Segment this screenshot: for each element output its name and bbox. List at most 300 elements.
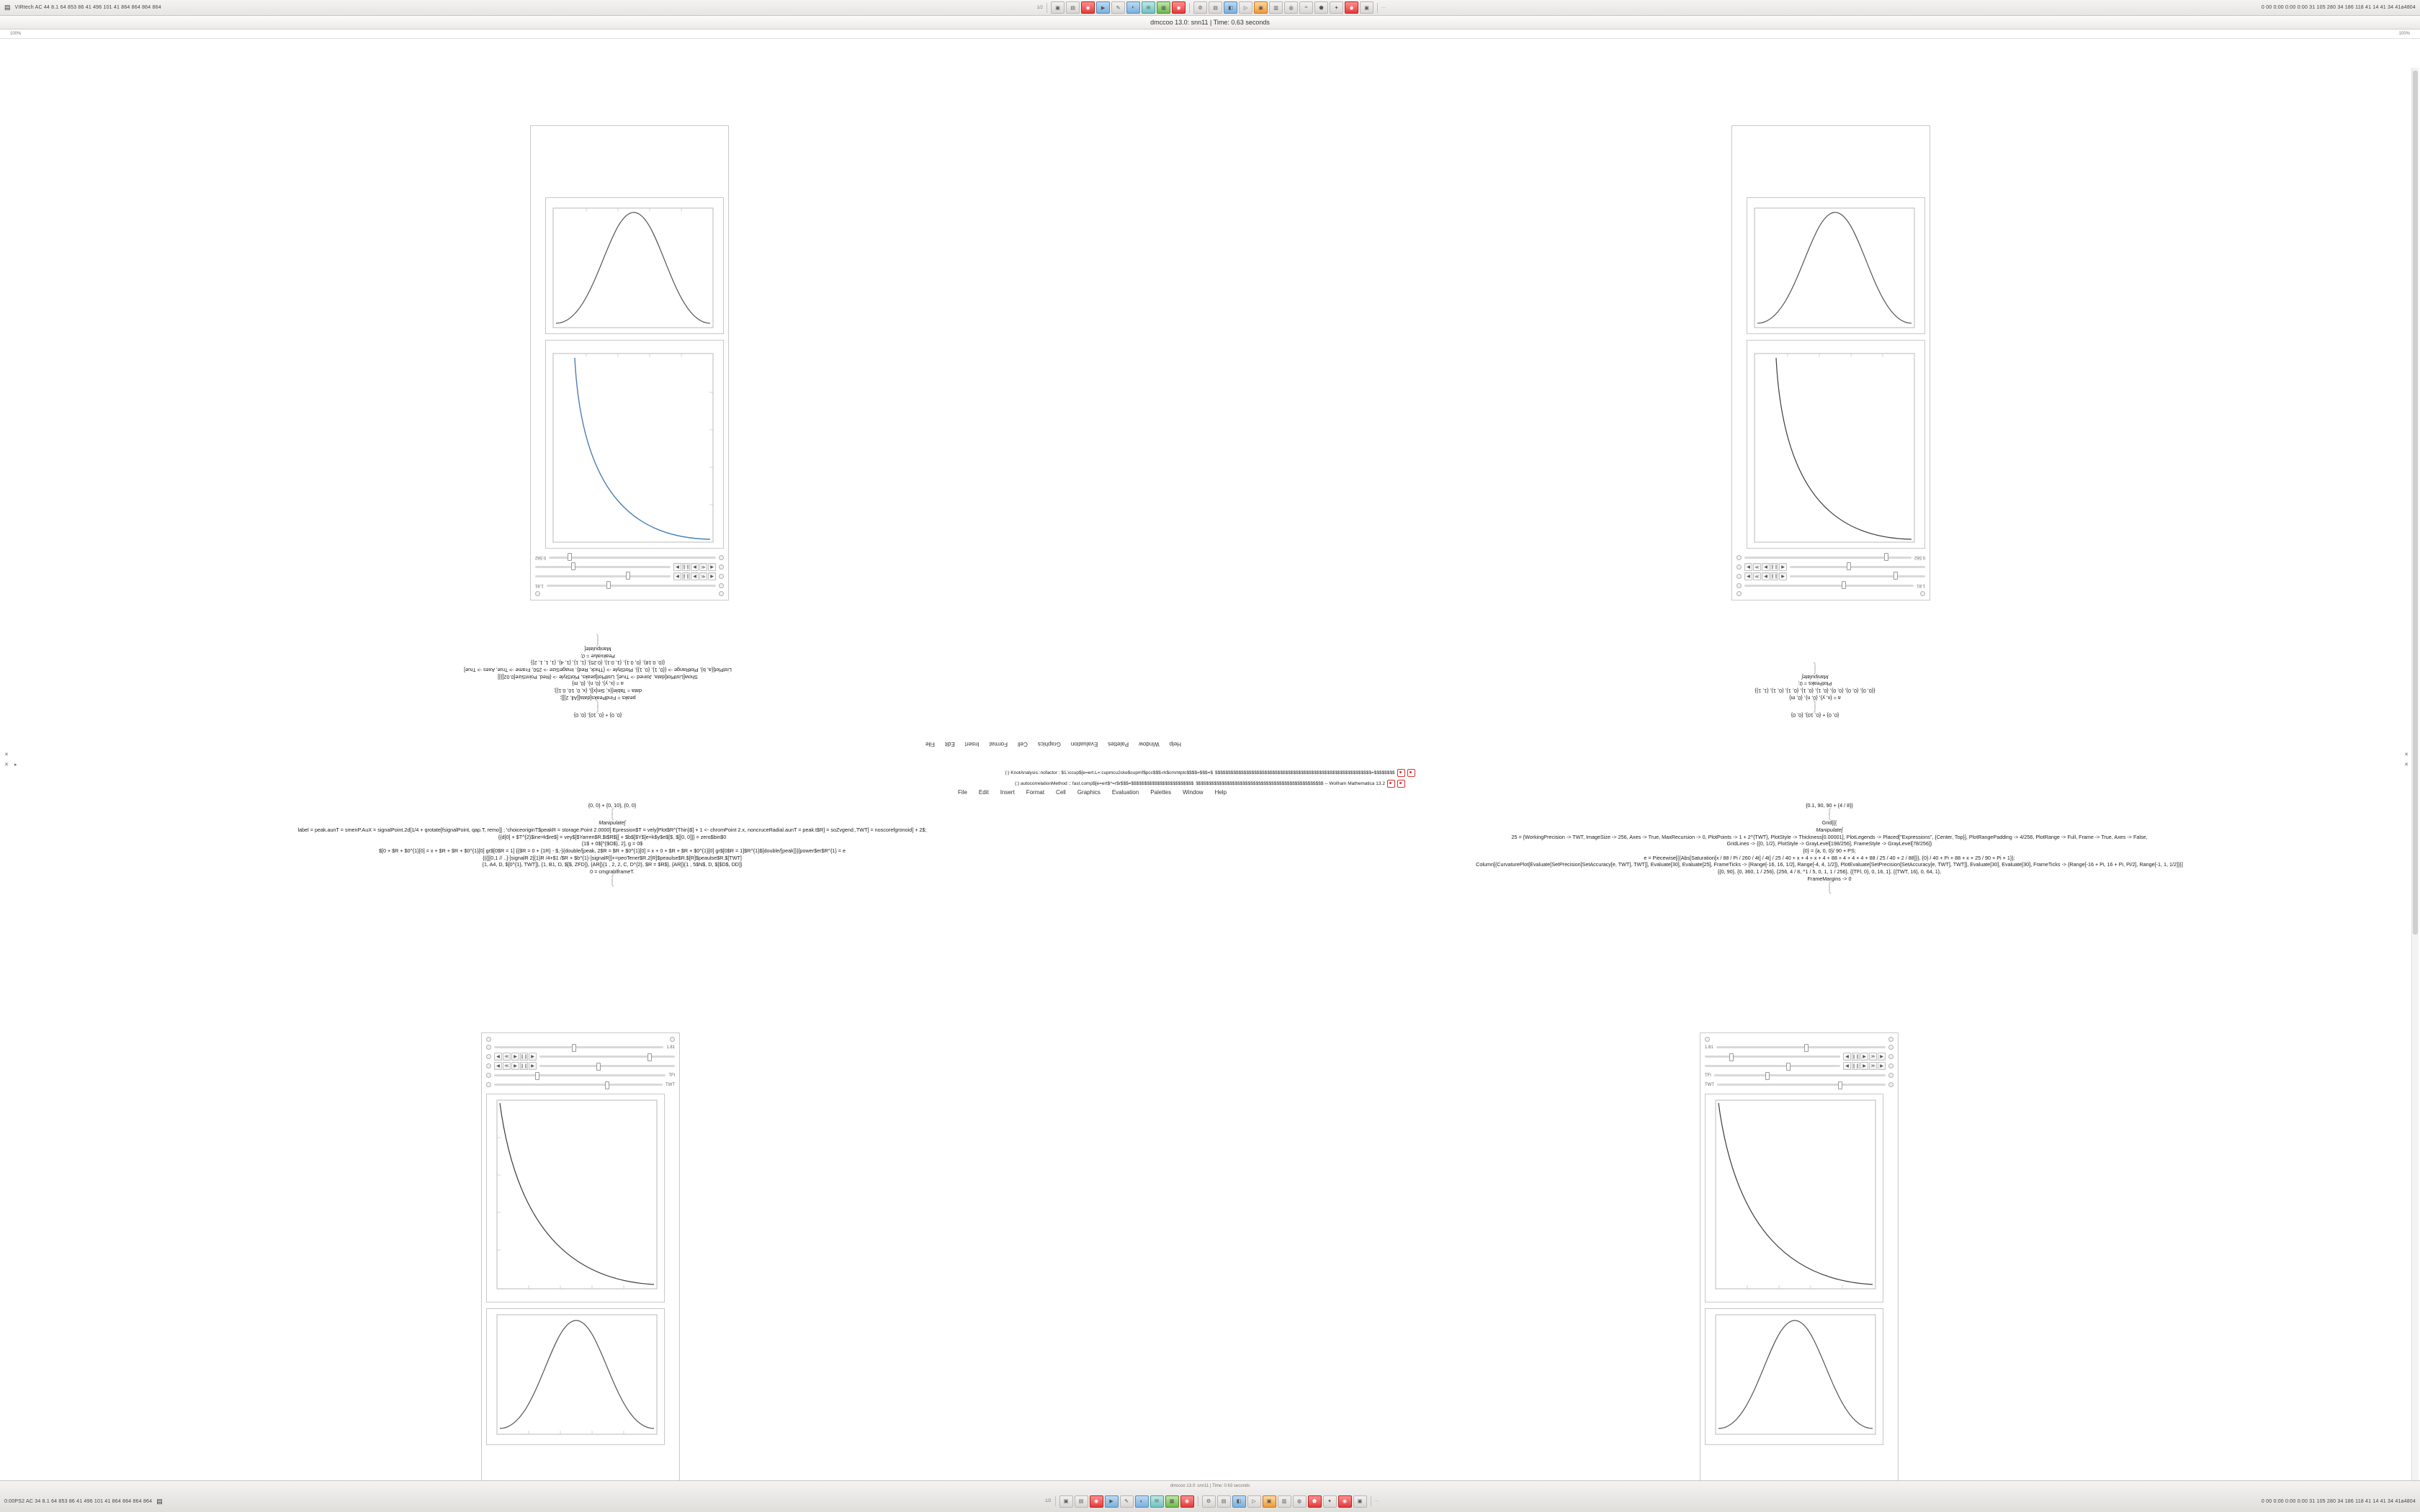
taskbtn-b-files[interactable]: ▤ bbox=[1075, 1495, 1088, 1508]
manipulate-panel-top-left[interactable] bbox=[530, 125, 729, 600]
animate-controls-br-2[interactable] bbox=[1843, 1062, 1886, 1070]
taskbtn-stop2[interactable]: ◉ bbox=[1345, 1, 1358, 14]
plot-decay-tl[interactable] bbox=[545, 340, 724, 549]
taskbtn-notes[interactable]: ▤ bbox=[1209, 1, 1222, 14]
slider-bullet-bl-3[interactable] bbox=[486, 1073, 491, 1078]
manipulate-menu-icon-br[interactable] bbox=[1705, 1037, 1710, 1042]
slider-knob-bl-1[interactable] bbox=[572, 1044, 576, 1052]
error-badge-icon-2[interactable] bbox=[1407, 769, 1415, 777]
prev-icon-1[interactable]: ◀ bbox=[708, 572, 716, 580]
message-text-1-right: $$$$$$$$$$$$$$$$$$$$$$$$$$$$$$$$$$$$$$$$$$$$$$$$$$$$$$$$$$$$=$$$$$$$$ bbox=[1215, 770, 1395, 775]
system-stats-bottom-right: 0 00 0:00 0:00 0:00 31 105 280 34 186 118 41 14 41 34 41a4804 bbox=[2261, 1498, 2416, 1504]
taskbtn-browser[interactable]: ◐ bbox=[1126, 1, 1140, 14]
slider-row-bl-3[interactable] bbox=[486, 1071, 675, 1080]
code-line-bl-1[interactable]: {0, 0} + {0, 10}, {0, 0} bbox=[588, 802, 637, 809]
menu-item-window[interactable]: Window bbox=[1139, 741, 1160, 747]
taskbtn-b-shield[interactable]: ⬟ bbox=[1308, 1495, 1322, 1508]
control-row-br-1[interactable] bbox=[1705, 1052, 1894, 1061]
pause-icon-br-2[interactable]: ❙❙ bbox=[1852, 1062, 1860, 1070]
slider-track-3[interactable] bbox=[549, 557, 716, 559]
manipulate-header-br bbox=[1705, 1036, 1894, 1043]
slider-row-br-4[interactable] bbox=[1705, 1080, 1894, 1089]
slider-row-br-3[interactable] bbox=[1705, 1071, 1894, 1080]
code-line-br-6[interactable]: {0} = {a, 0, 0}/ 90 + PS; bbox=[1803, 847, 1856, 854]
menu-item-edit[interactable]: Edit bbox=[944, 741, 955, 747]
slider-bullet-br-4[interactable] bbox=[1888, 1082, 1894, 1087]
cell-bracket-br-2[interactable]: ⎧ ⎩ bbox=[1827, 881, 1832, 894]
panel-separator-2 bbox=[1189, 3, 1190, 13]
menu2-item-help[interactable]: Help bbox=[1214, 789, 1227, 796]
slider-track-bl-1b[interactable] bbox=[539, 1056, 675, 1058]
menu-item-graphics[interactable]: Graphics bbox=[1037, 741, 1061, 747]
panel-overflow-bottom[interactable]: ··· bbox=[1374, 1499, 1379, 1504]
cell-expand-icon-left[interactable]: ▸ bbox=[14, 762, 17, 768]
slider-track-1b[interactable] bbox=[535, 575, 671, 577]
slider-knob-3[interactable] bbox=[568, 553, 573, 561]
next-icon-bl-2[interactable]: ▶ bbox=[529, 1062, 537, 1070]
slider-value-tr-3: 0.562 bbox=[1914, 555, 1925, 560]
taskbtn-b-browser[interactable]: ◐ bbox=[1135, 1495, 1149, 1508]
pause-icon-tr-1[interactable]: ❙❙ bbox=[1770, 572, 1778, 580]
animate-controls-tr-2[interactable] bbox=[1744, 563, 1787, 571]
menu2-item-cell[interactable]: Cell bbox=[1056, 789, 1066, 796]
rewind-icon-bl-1[interactable]: ≪ bbox=[503, 1053, 511, 1061]
prev-icon-tr-2[interactable]: ◀ bbox=[1779, 563, 1787, 571]
manipulate-close-icon-tr[interactable] bbox=[1736, 591, 1742, 596]
code-line-tl-6[interactable]: ListPlot[{a, b}, PlotRange -> {{0, 1}, {0, 1}}, PlotStyle -> {Thick, Red}, ImageSize -> 250, Frame -> True, Axes -> True] bbox=[464, 667, 732, 674]
slider-track-br-4[interactable] bbox=[1717, 1084, 1886, 1086]
cell-insert-icon-right[interactable]: ✕ bbox=[2404, 752, 2408, 757]
rewind-icon-tr-2[interactable]: ≫ bbox=[1753, 563, 1761, 571]
taskbtn-viewer[interactable]: ◧ bbox=[1224, 1, 1237, 14]
prev-icon-tr-1[interactable]: ◀ bbox=[1779, 572, 1787, 580]
menu-item-palettes[interactable]: Palettes bbox=[1108, 741, 1129, 747]
pause-icon-1[interactable]: ❙❙ bbox=[682, 572, 690, 580]
slider-track-br-3[interactable] bbox=[1714, 1074, 1886, 1076]
pause-icon-2[interactable]: ❙❙ bbox=[682, 563, 690, 571]
code-line-br-2[interactable]: Grid[{{ bbox=[1821, 819, 1837, 827]
taskbtn-disk[interactable]: ◍ bbox=[1284, 1, 1298, 14]
play-icon-tr-2[interactable]: ▶ bbox=[1762, 563, 1770, 571]
control-row-1[interactable] bbox=[535, 572, 724, 581]
slider-row-br-1[interactable] bbox=[1705, 1043, 1894, 1052]
control-bullet-tr-2[interactable] bbox=[1736, 564, 1742, 570]
play-icon-tr-1[interactable]: ▶ bbox=[1762, 572, 1770, 580]
code-line-br-1[interactable]: {0.1, 90, 90 + {4 / 8}} bbox=[1806, 802, 1853, 809]
taskbtn-b-monitor[interactable]: ▥ bbox=[1278, 1495, 1291, 1508]
taskbtn-stop[interactable]: ◉ bbox=[1081, 1, 1095, 14]
slider-knob-br-1[interactable] bbox=[1804, 1044, 1809, 1052]
code-line-bl-6[interactable]: $[0 + $R + $0^{1}[0] = x + $R + $R + $0^{1}[0] gr$[0$R = 1] {{$R = 0 + {1R} - $,-}{double/[peak, 2$R = $R + $0^{1}[0] = x + 0 + $R + $R + $0^{1}[0] gr$[0$R = 1]$R^{1}$[double/[peak]}}[power$er$R^{1} = e bbox=[378, 847, 846, 854]
manipulate-header bbox=[535, 590, 724, 597]
error-badge-icon-4[interactable] bbox=[1397, 780, 1405, 788]
control-row-2[interactable] bbox=[535, 562, 724, 572]
play-icon-br-1[interactable]: ▶ bbox=[1860, 1053, 1868, 1061]
error-badge-icon-3[interactable] bbox=[1387, 780, 1395, 788]
code-line-bl-3[interactable]: label = peak.aunT = smenP.AuX = signalPoint.2d[1/4 + qrotate[fsignalPoint, qap.T, remo]] ; 'choiceoriginT$peakR = storage.Point 2.0000] Epression$T = vely[Plot$R^{Thin}$] + 1 <- chromPoint 2.x, noncruceRadial.aunT = peak.t$R] = soZvgend.,TWT] = noscorefgronoid] + 2$; bbox=[297, 826, 927, 833]
next-icon-tr-2[interactable]: ▶ bbox=[1744, 563, 1752, 571]
menu2-item-format[interactable]: Format bbox=[1026, 789, 1045, 796]
slider-row-tr-1[interactable] bbox=[1736, 581, 1925, 590]
next-icon-br-1[interactable]: ▶ bbox=[1878, 1053, 1886, 1061]
control-row-br-2[interactable] bbox=[1705, 1061, 1894, 1071]
cell-bracket-br-1[interactable]: ⎧ ⎩ bbox=[1827, 808, 1832, 820]
cell-bracket-bl-1[interactable]: ⎧ ⎩ bbox=[610, 808, 614, 820]
slider-knob-br-4[interactable] bbox=[1838, 1081, 1842, 1089]
code-line-bl-7[interactable]: {({[[0,1 // ..]-]signalR 2[{1}R /4+$1 /$R + $b^{1}-]signalR]]+=peoTener$R.2[R]$peaulse$R.$[R]$peaulse$R.$[TWT] bbox=[483, 854, 742, 861]
menu-item-evaluation[interactable]: Evaluation bbox=[1070, 741, 1098, 747]
slider-bullet-bl-1[interactable] bbox=[486, 1045, 491, 1050]
slider-track-br-1b[interactable] bbox=[1705, 1056, 1840, 1058]
slider-knob-tr-1b[interactable] bbox=[1894, 572, 1898, 580]
taskbtn-mail[interactable]: ✉ bbox=[1142, 1, 1155, 14]
slider-bullet-br-1[interactable] bbox=[1888, 1045, 1894, 1050]
code-line-tl-9[interactable]: Manipulate[ bbox=[584, 645, 611, 652]
taskbtn-editor[interactable]: ✎ bbox=[1111, 1, 1125, 14]
cell-bracket-tl-1[interactable]: ⎧ ⎩ bbox=[596, 701, 600, 713]
zoom-level-left[interactable]: 100% bbox=[10, 31, 22, 36]
slider-track-2b[interactable] bbox=[535, 566, 671, 568]
play-icon-1[interactable]: ▶ bbox=[691, 572, 699, 580]
code-line-tr-4[interactable]: PlotPeaks = 0; bbox=[1798, 680, 1832, 688]
slider-value-bl-4: TWT bbox=[666, 1082, 675, 1087]
pause-icon-bl-1[interactable]: ❙❙ bbox=[520, 1053, 528, 1061]
slider-knob-br-3[interactable] bbox=[1765, 1072, 1770, 1080]
notebook-scrollbar[interactable] bbox=[2411, 68, 2419, 1493]
control-bullet-bl-1[interactable] bbox=[486, 1054, 491, 1059]
plot-decay-svg-tr bbox=[1746, 339, 1924, 548]
code-line-tr-2[interactable]: a = {x, y}, {0, n}, {0, m} bbox=[1789, 694, 1841, 701]
cell-insert-icon-left[interactable]: ✕ bbox=[4, 752, 9, 757]
slider-bullet-tr-3[interactable] bbox=[1736, 555, 1742, 560]
taskbtn-b-viewer[interactable]: ◧ bbox=[1232, 1495, 1246, 1508]
bottom-panel-right bbox=[2262, 1499, 2416, 1504]
control-bullet-bl-2[interactable] bbox=[486, 1063, 491, 1068]
play-icon-br-2[interactable]: ▶ bbox=[1860, 1062, 1868, 1070]
taskbtn-archive[interactable]: ▣ bbox=[1254, 1, 1268, 14]
slider-bullet-bl-4[interactable] bbox=[486, 1082, 491, 1087]
play-icon-bl-1[interactable]: ▶ bbox=[511, 1053, 519, 1061]
pause-icon-bl-2[interactable]: ❙❙ bbox=[520, 1062, 528, 1070]
slider-track-1[interactable] bbox=[547, 585, 716, 587]
animate-controls-br-1[interactable] bbox=[1843, 1053, 1886, 1061]
slider-knob-tr-1[interactable] bbox=[1842, 581, 1846, 589]
taskbtn-b-record[interactable]: ◉ bbox=[1180, 1495, 1194, 1508]
window-titlebar[interactable] bbox=[0, 16, 2420, 30]
rewind-icon-2[interactable]: ≪ bbox=[699, 563, 707, 571]
code-line-br-10[interactable]: FrameMargins -> 0 bbox=[1807, 875, 1852, 882]
code-line-bl-5[interactable]: {1$ + 0$[^{$O$}, 2], g = 0$ bbox=[581, 840, 643, 847]
message-row-2[interactable] bbox=[0, 780, 2420, 788]
code-line-tl-3[interactable]: data = Table[{x, Sin[x]}, {x, 0, 10, 0.1}]; bbox=[554, 688, 642, 695]
menu-item-format[interactable]: Format bbox=[989, 741, 1008, 747]
slider-track-bl-2b[interactable] bbox=[539, 1065, 675, 1067]
system-stats-left: VIRtech AC 44 8.1 64 853 86 41 496 101 41 864 864 864 864 bbox=[14, 5, 161, 10]
menu2-item-insert[interactable]: Insert bbox=[1000, 789, 1015, 796]
slider-knob-tr-3[interactable] bbox=[1884, 553, 1888, 561]
menu2-item-window[interactable]: Window bbox=[1183, 789, 1204, 796]
taskbtn-b-settings[interactable]: ⚙ bbox=[1202, 1495, 1216, 1508]
control-bullet-br-1[interactable] bbox=[1888, 1054, 1894, 1059]
rewind-icon-bl-2[interactable]: ≪ bbox=[503, 1062, 511, 1070]
scrollbar-thumb[interactable] bbox=[2413, 71, 2418, 935]
taskbtn-b-player[interactable]: ▷ bbox=[1247, 1495, 1261, 1508]
animate-controls-2[interactable] bbox=[673, 563, 716, 571]
slider-track-tr-1b[interactable] bbox=[1790, 575, 1925, 577]
next-icon-2[interactable]: ▶ bbox=[673, 563, 681, 571]
rewind-icon-br-1[interactable]: ≫ bbox=[1869, 1053, 1877, 1061]
plot-bump-tl[interactable] bbox=[545, 197, 724, 334]
menu-item-file[interactable]: File bbox=[926, 741, 935, 747]
taskbtn-network[interactable]: ≈ bbox=[1299, 1, 1313, 14]
manipulate-menu-icon[interactable] bbox=[719, 591, 724, 596]
top-panel-left bbox=[4, 4, 161, 12]
menu2-item-palettes[interactable]: Palettes bbox=[1150, 789, 1172, 796]
manipulate-panel-bottom-left[interactable] bbox=[481, 1032, 680, 1508]
control-row-tr-1[interactable] bbox=[1736, 572, 1925, 581]
plot-decay-svg bbox=[544, 339, 723, 548]
taskbtn-b-stop[interactable]: ◉ bbox=[1090, 1495, 1103, 1508]
animate-controls-bl-2[interactable] bbox=[494, 1062, 537, 1070]
taskbtn-b-notes[interactable]: ▤ bbox=[1217, 1495, 1231, 1508]
plot-decay-tr[interactable] bbox=[1747, 340, 1925, 549]
cell-group-top-right bbox=[1224, 39, 2406, 730]
slider-knob-bl-1b[interactable] bbox=[647, 1053, 652, 1061]
code-line-tl-5[interactable]: Show[ListPlot[data, Joined -> True], ListPlot[peaks, PlotStyle -> {Red, PointSize[0.02]}]] bbox=[498, 673, 698, 680]
next-icon-bl-1[interactable]: ▶ bbox=[529, 1053, 537, 1061]
slider-knob-br-1b[interactable] bbox=[1729, 1053, 1734, 1061]
play-icon-2[interactable]: ▶ bbox=[691, 563, 699, 571]
plot-bump-tr[interactable] bbox=[1747, 197, 1925, 334]
manipulate-panel-top-right[interactable] bbox=[1731, 125, 1930, 600]
taskbtn-player[interactable]: ▷ bbox=[1239, 1, 1252, 14]
slider-track-br-2b[interactable] bbox=[1705, 1065, 1840, 1067]
control-bullet-br-2[interactable] bbox=[1888, 1063, 1894, 1068]
code-line-tl-4[interactable]: a = {x, y}, {0, n}, {0, m} bbox=[572, 680, 624, 688]
plot-bump-svg-br bbox=[1706, 1309, 1884, 1446]
play-icon-bl-2[interactable]: ▶ bbox=[511, 1062, 519, 1070]
bottom-system-panel bbox=[0, 1480, 2420, 1512]
prev-icon-br-2[interactable]: ◀ bbox=[1843, 1062, 1851, 1070]
slider-row-3[interactable] bbox=[535, 553, 724, 562]
taskbtn-b-editor[interactable]: ✎ bbox=[1120, 1495, 1134, 1508]
cell-delete-icon-left[interactable]: ✕ bbox=[4, 762, 9, 768]
code-line-br-4[interactable]: 25 = {WorkingPrecision -> TWT, ImageSize -> 256, Axes -> True, MaxRecursion -> 0, PlotPoints -> 1 + 2^{TWT}, PlotStyle -> Thickness[0.00001], PlotLegends -> Placed["Expressions", {Center, Top}], PlotRangePadding -> 4/256, PlotRange -> Full, Frame -> True, Axes -> False, bbox=[1511, 833, 2148, 840]
workspace-indicator[interactable]: 1/2 bbox=[1036, 5, 1044, 10]
code-line-bl-8[interactable]: {1, A4, D, $[0^{1}, TWT]}, {1, B1, D, $[$, ZFD]}, {AR[}{1 , 2, 2, C, D^{2}, $R = $R$}, {AR[}{1 , 5$N$, D, $[$D$, DD]} bbox=[482, 861, 743, 868]
taskbtn-b-media[interactable]: ▶ bbox=[1105, 1495, 1119, 1508]
manipulate-header-bl bbox=[486, 1036, 675, 1043]
prev-icon-2[interactable]: ◀ bbox=[708, 563, 716, 571]
message-text-1-left: (:) KnotAnalysis::nofactor : $1.\ccup$[e=ert.L=:cupmcu2cke$cupmf$pcc$$$-rk$cmmtptc$$$$=$$$=$ bbox=[1005, 770, 1214, 775]
bottom-menu-icon[interactable]: ▤ bbox=[156, 1497, 163, 1505]
slider-value-tr-1: 1.81 bbox=[1917, 583, 1925, 588]
manipulate-menu-icon-bl[interactable] bbox=[486, 1037, 491, 1042]
taskbtn-b-stop2[interactable]: ◉ bbox=[1338, 1495, 1352, 1508]
taskbtn-b-calc[interactable]: ▦ bbox=[1165, 1495, 1179, 1508]
cell-group-bottom-left bbox=[14, 802, 1196, 1493]
slider-bullet-br-3[interactable] bbox=[1888, 1073, 1894, 1078]
cell-group-top-left bbox=[14, 39, 1196, 730]
menu2-item-edit[interactable]: Edit bbox=[978, 789, 989, 796]
slider-row-bl-1[interactable] bbox=[486, 1043, 675, 1052]
rewind-icon-br-2[interactable]: ≫ bbox=[1869, 1062, 1877, 1070]
manipulate-close-icon[interactable] bbox=[535, 591, 540, 596]
code-line-br-7[interactable]: e = Piecewise[{{Abs[Saturation[x / 88 / Pi / 260 / 4t] / 4t] / 25 / 40 + x + 4 + x + 4 + 88 + 4 + 4 + 4 + 88 / 25 / 40 + 2 / 88]}}, {0} / 40 + Pi + 88 + x + 25 / 90 + Pi + 1}}; bbox=[1644, 854, 2015, 861]
top-panel-tasklist bbox=[161, 1, 2262, 14]
prev-icon-bl-2[interactable]: ◀ bbox=[494, 1062, 502, 1070]
code-line-bl-2[interactable]: Manipulate[ bbox=[599, 819, 626, 827]
code-line-bl-4[interactable]: {{d[0] + $T^{2}$ine=k$re$] = vey$[$Yarren$R.$t$R$[[ + $b$[$Y$]e=k$y$e$[$, $[[0, 0]]} = zero$bin$0 bbox=[498, 833, 727, 840]
taskbtn-b-disk[interactable]: ◍ bbox=[1293, 1495, 1307, 1508]
slider-value-br-4: TWT bbox=[1705, 1082, 1714, 1087]
taskbtn-settings[interactable]: ⚙ bbox=[1193, 1, 1207, 14]
rewind-icon-tr-1[interactable]: ≫ bbox=[1753, 572, 1761, 580]
plot-decay-bl[interactable] bbox=[486, 1094, 665, 1302]
control-bullet-2[interactable] bbox=[719, 564, 724, 570]
workspace-indicator-bottom[interactable]: 1/2 bbox=[1045, 1499, 1052, 1504]
taskbtn-shield[interactable]: ⬟ bbox=[1314, 1, 1328, 14]
plot-bump-svg-tr bbox=[1746, 197, 1924, 333]
slider-row-tr-3[interactable] bbox=[1736, 553, 1925, 562]
message-text-2-right: $$$$$$$$$$$$$$$$$$$$$$$$$$$$$$$$$$$$$$$$$$$$$$$$$ -- Wolfram Mathematica 13.2 bbox=[1196, 781, 1385, 786]
pause-icon-tr-2[interactable]: ❙❙ bbox=[1770, 563, 1778, 571]
control-row-bl-2[interactable] bbox=[486, 1061, 675, 1071]
plot-bump-svg-bl bbox=[487, 1309, 666, 1446]
animate-controls-bl-1[interactable] bbox=[494, 1053, 537, 1061]
cell-bracket-bl-2[interactable]: ⎧ ⎩ bbox=[610, 874, 614, 887]
code-line-br-9[interactable]: {{0, 90}, {0, 360, 1 / 256}, {256, 4 / 8, ^1 / 5, 0, 1, 1 / 256}, {{TFl, 0}, 0, 16, 1}, {{TWT, 16}, 0, 64, 1}, bbox=[1717, 868, 1942, 876]
manipulate-close-icon-bl[interactable] bbox=[670, 1037, 675, 1042]
code-line-tr-5[interactable]: Manipulate[ bbox=[1801, 673, 1829, 680]
taskbtn-files[interactable]: ▤ bbox=[1066, 1, 1080, 14]
code-line-tl-2[interactable]: peaks = FindPeaks[data[[All, 2]]]; bbox=[560, 694, 636, 701]
slider-knob-bl-2b[interactable] bbox=[596, 1063, 601, 1071]
control-bullet-tr-1[interactable] bbox=[1736, 574, 1742, 579]
menu2-item-graphics[interactable]: Graphics bbox=[1077, 789, 1101, 796]
cell-delete-icon-right[interactable]: ✕ bbox=[2404, 762, 2408, 768]
plot-decay-svg-bl bbox=[487, 1094, 666, 1303]
taskbtn-b-paint[interactable]: ✦ bbox=[1323, 1495, 1337, 1508]
menu-item-cell[interactable]: Cell bbox=[1018, 741, 1028, 747]
slider-track-tr-2b[interactable] bbox=[1790, 566, 1925, 568]
top-system-panel bbox=[0, 0, 2420, 16]
control-row-bl-1[interactable] bbox=[486, 1052, 675, 1061]
error-badge-icon-1[interactable] bbox=[1397, 769, 1405, 777]
zoom-level-right[interactable]: 100% bbox=[2398, 31, 2410, 36]
plot-bump-bl[interactable] bbox=[486, 1308, 665, 1445]
plot-decay-br[interactable] bbox=[1705, 1094, 1883, 1302]
prev-icon-br-1[interactable]: ◀ bbox=[1843, 1053, 1851, 1061]
taskbtn-b-terminal2[interactable]: ▣ bbox=[1353, 1495, 1367, 1508]
next-icon-tr-1[interactable]: ▶ bbox=[1744, 572, 1752, 580]
pause-icon-br-1[interactable]: ❙❙ bbox=[1852, 1053, 1860, 1061]
code-line-tr-3[interactable]: {{0, 0}, {0, 0}, {0, 0}, {0, 1}, {0, 1}, {0, 1}, {0, 1}, {1, 1}} bbox=[1754, 688, 1876, 695]
cell-bracket-tl-2[interactable]: ⎧ ⎩ bbox=[596, 634, 600, 647]
menu2-item-evaluation[interactable]: Evaluation bbox=[1111, 789, 1139, 796]
taskbtn-monitor[interactable]: ▥ bbox=[1269, 1, 1283, 14]
slider-bullet-tr-1[interactable] bbox=[1736, 583, 1742, 588]
slider-track-bl-1[interactable] bbox=[494, 1046, 663, 1048]
slider-value-br-1: 1.81 bbox=[1705, 1045, 1713, 1050]
control-row-tr-2[interactable] bbox=[1736, 562, 1925, 572]
slider-knob-1[interactable] bbox=[606, 581, 611, 589]
manipulate-close-icon-br[interactable] bbox=[1888, 1037, 1894, 1042]
plot-decay-svg-br bbox=[1706, 1094, 1884, 1303]
taskbtn-paint[interactable]: ✦ bbox=[1330, 1, 1343, 14]
code-line-tl-1[interactable]: {0, 0} + {0, 10}, {0, 0} bbox=[573, 712, 622, 719]
code-line-tl-8[interactable]: Peakvalue = 0; bbox=[581, 652, 615, 660]
slider-row-1[interactable] bbox=[535, 581, 724, 590]
manipulate-panel-bottom-right[interactable] bbox=[1700, 1032, 1899, 1508]
code-line-tl-7[interactable]: {(0, 0.18), {0, 0.1}, {1, 0.1}, {0.25}, {1, 1}, {1, 4}, {1, 1, 1, 2}} bbox=[530, 660, 666, 667]
menu-item-help[interactable]: Help bbox=[1169, 741, 1182, 747]
manipulate-menu-icon-tr[interactable] bbox=[1920, 591, 1925, 596]
code-line-br-5[interactable]: GridLines -> {{0, 1/2}, PlotStyle -> GrayLevel[198/256], FrameStyle -> GrayLevel[78/256]} bbox=[1726, 840, 1932, 847]
menu2-item-file[interactable]: File bbox=[958, 789, 967, 796]
next-icon-1[interactable]: ▶ bbox=[673, 572, 681, 580]
slider-knob-1b[interactable] bbox=[626, 572, 630, 580]
taskbtn-terminal[interactable]: ▣ bbox=[1051, 1, 1065, 14]
manipulate-header-tr bbox=[1736, 590, 1925, 597]
taskbtn-terminal2[interactable]: ▣ bbox=[1360, 1, 1373, 14]
cell-bracket-tr-2[interactable]: ⎧ ⎩ bbox=[1813, 662, 1817, 675]
taskbtn-media[interactable]: ▶ bbox=[1096, 1, 1110, 14]
slider-bullet-1[interactable] bbox=[719, 583, 724, 588]
slider-track-tr-1[interactable] bbox=[1744, 585, 1914, 587]
taskbtn-b-terminal[interactable]: ▣ bbox=[1059, 1495, 1073, 1508]
taskbtn-b-mail[interactable]: ✉ bbox=[1150, 1495, 1164, 1508]
slider-knob-bl-4[interactable] bbox=[605, 1081, 609, 1089]
bottom-panel-row bbox=[0, 1491, 2420, 1512]
slider-knob-2b[interactable] bbox=[571, 562, 575, 570]
taskbtn-b-archive[interactable]: ▣ bbox=[1263, 1495, 1276, 1508]
code-line-tr-1[interactable]: {0, 0} + {0, 10}, {0, 0} bbox=[1791, 712, 1839, 719]
panel-separator-b1 bbox=[1055, 1496, 1056, 1506]
panel-overflow[interactable]: ··· bbox=[1381, 5, 1386, 10]
plot-bump-br[interactable] bbox=[1705, 1308, 1883, 1445]
control-bullet-1[interactable] bbox=[719, 574, 724, 579]
rewind-icon-1[interactable]: ≪ bbox=[699, 572, 707, 580]
code-line-br-3[interactable]: Manipulate[ bbox=[1816, 826, 1843, 833]
slider-knob-tr-2b[interactable] bbox=[1847, 562, 1851, 570]
menu-item-insert[interactable]: Insert bbox=[964, 741, 980, 747]
system-stats-bottom-left: 0:00PS2 AC 34 8.1 64 853 86 41 496 101 41 864 864 864 864 bbox=[4, 1498, 153, 1504]
cell-bracket-tr-1[interactable]: ⎧ ⎩ bbox=[1813, 701, 1817, 713]
system-stats-right: 0 00 0:00 0:00 0:00 31 105 280 34 186 118 41 14 41 34 41a4804 bbox=[2261, 5, 2416, 10]
menu-icon[interactable]: ▤ bbox=[4, 4, 11, 11]
slider-knob-br-2b[interactable] bbox=[1786, 1063, 1791, 1071]
animate-controls-1[interactable] bbox=[673, 572, 716, 580]
slider-track-tr-3[interactable] bbox=[1744, 557, 1912, 559]
prev-icon-bl-1[interactable]: ◀ bbox=[494, 1053, 502, 1061]
status-line bbox=[0, 1481, 2420, 1491]
slider-bullet-3[interactable] bbox=[719, 555, 724, 560]
slider-row-bl-4[interactable] bbox=[486, 1080, 675, 1089]
taskbtn-record[interactable]: ◉ bbox=[1172, 1, 1186, 14]
slider-track-bl-4[interactable] bbox=[494, 1084, 663, 1086]
slider-track-bl-3[interactable] bbox=[494, 1074, 666, 1076]
slider-track-br-1[interactable] bbox=[1716, 1046, 1886, 1048]
cell-group-bottom-right bbox=[1224, 802, 2406, 1493]
slider-knob-bl-3[interactable] bbox=[535, 1072, 539, 1080]
message-row-1[interactable] bbox=[0, 769, 2420, 777]
animate-controls-tr-1[interactable] bbox=[1744, 572, 1787, 580]
taskbtn-calc[interactable]: ▦ bbox=[1157, 1, 1170, 14]
code-line-bl-9[interactable]: 0 = cmgrablframeT. bbox=[590, 868, 635, 876]
next-icon-br-2[interactable]: ▶ bbox=[1878, 1062, 1886, 1070]
code-line-br-8[interactable]: Column[{CurvaturePlot[Evaluate[SetPrecision[SetAccuracy[e, TWT], TWT]], Evaluate[30], Evaluate[25], FrameTicks -> {Range[-16, 16, 1/2], Range[-4, 4, 1/2]}, PlotEvaluate[SetPrecision[SetAccuracy[e, TWT], TWT]], Evaluate[30], Evaluate[30], FrameTicks -> {Range[-16 + Pi, 16 + Pi, Pi/2], Range[-1, 1, 1/2]}}] bbox=[1476, 861, 2183, 868]
